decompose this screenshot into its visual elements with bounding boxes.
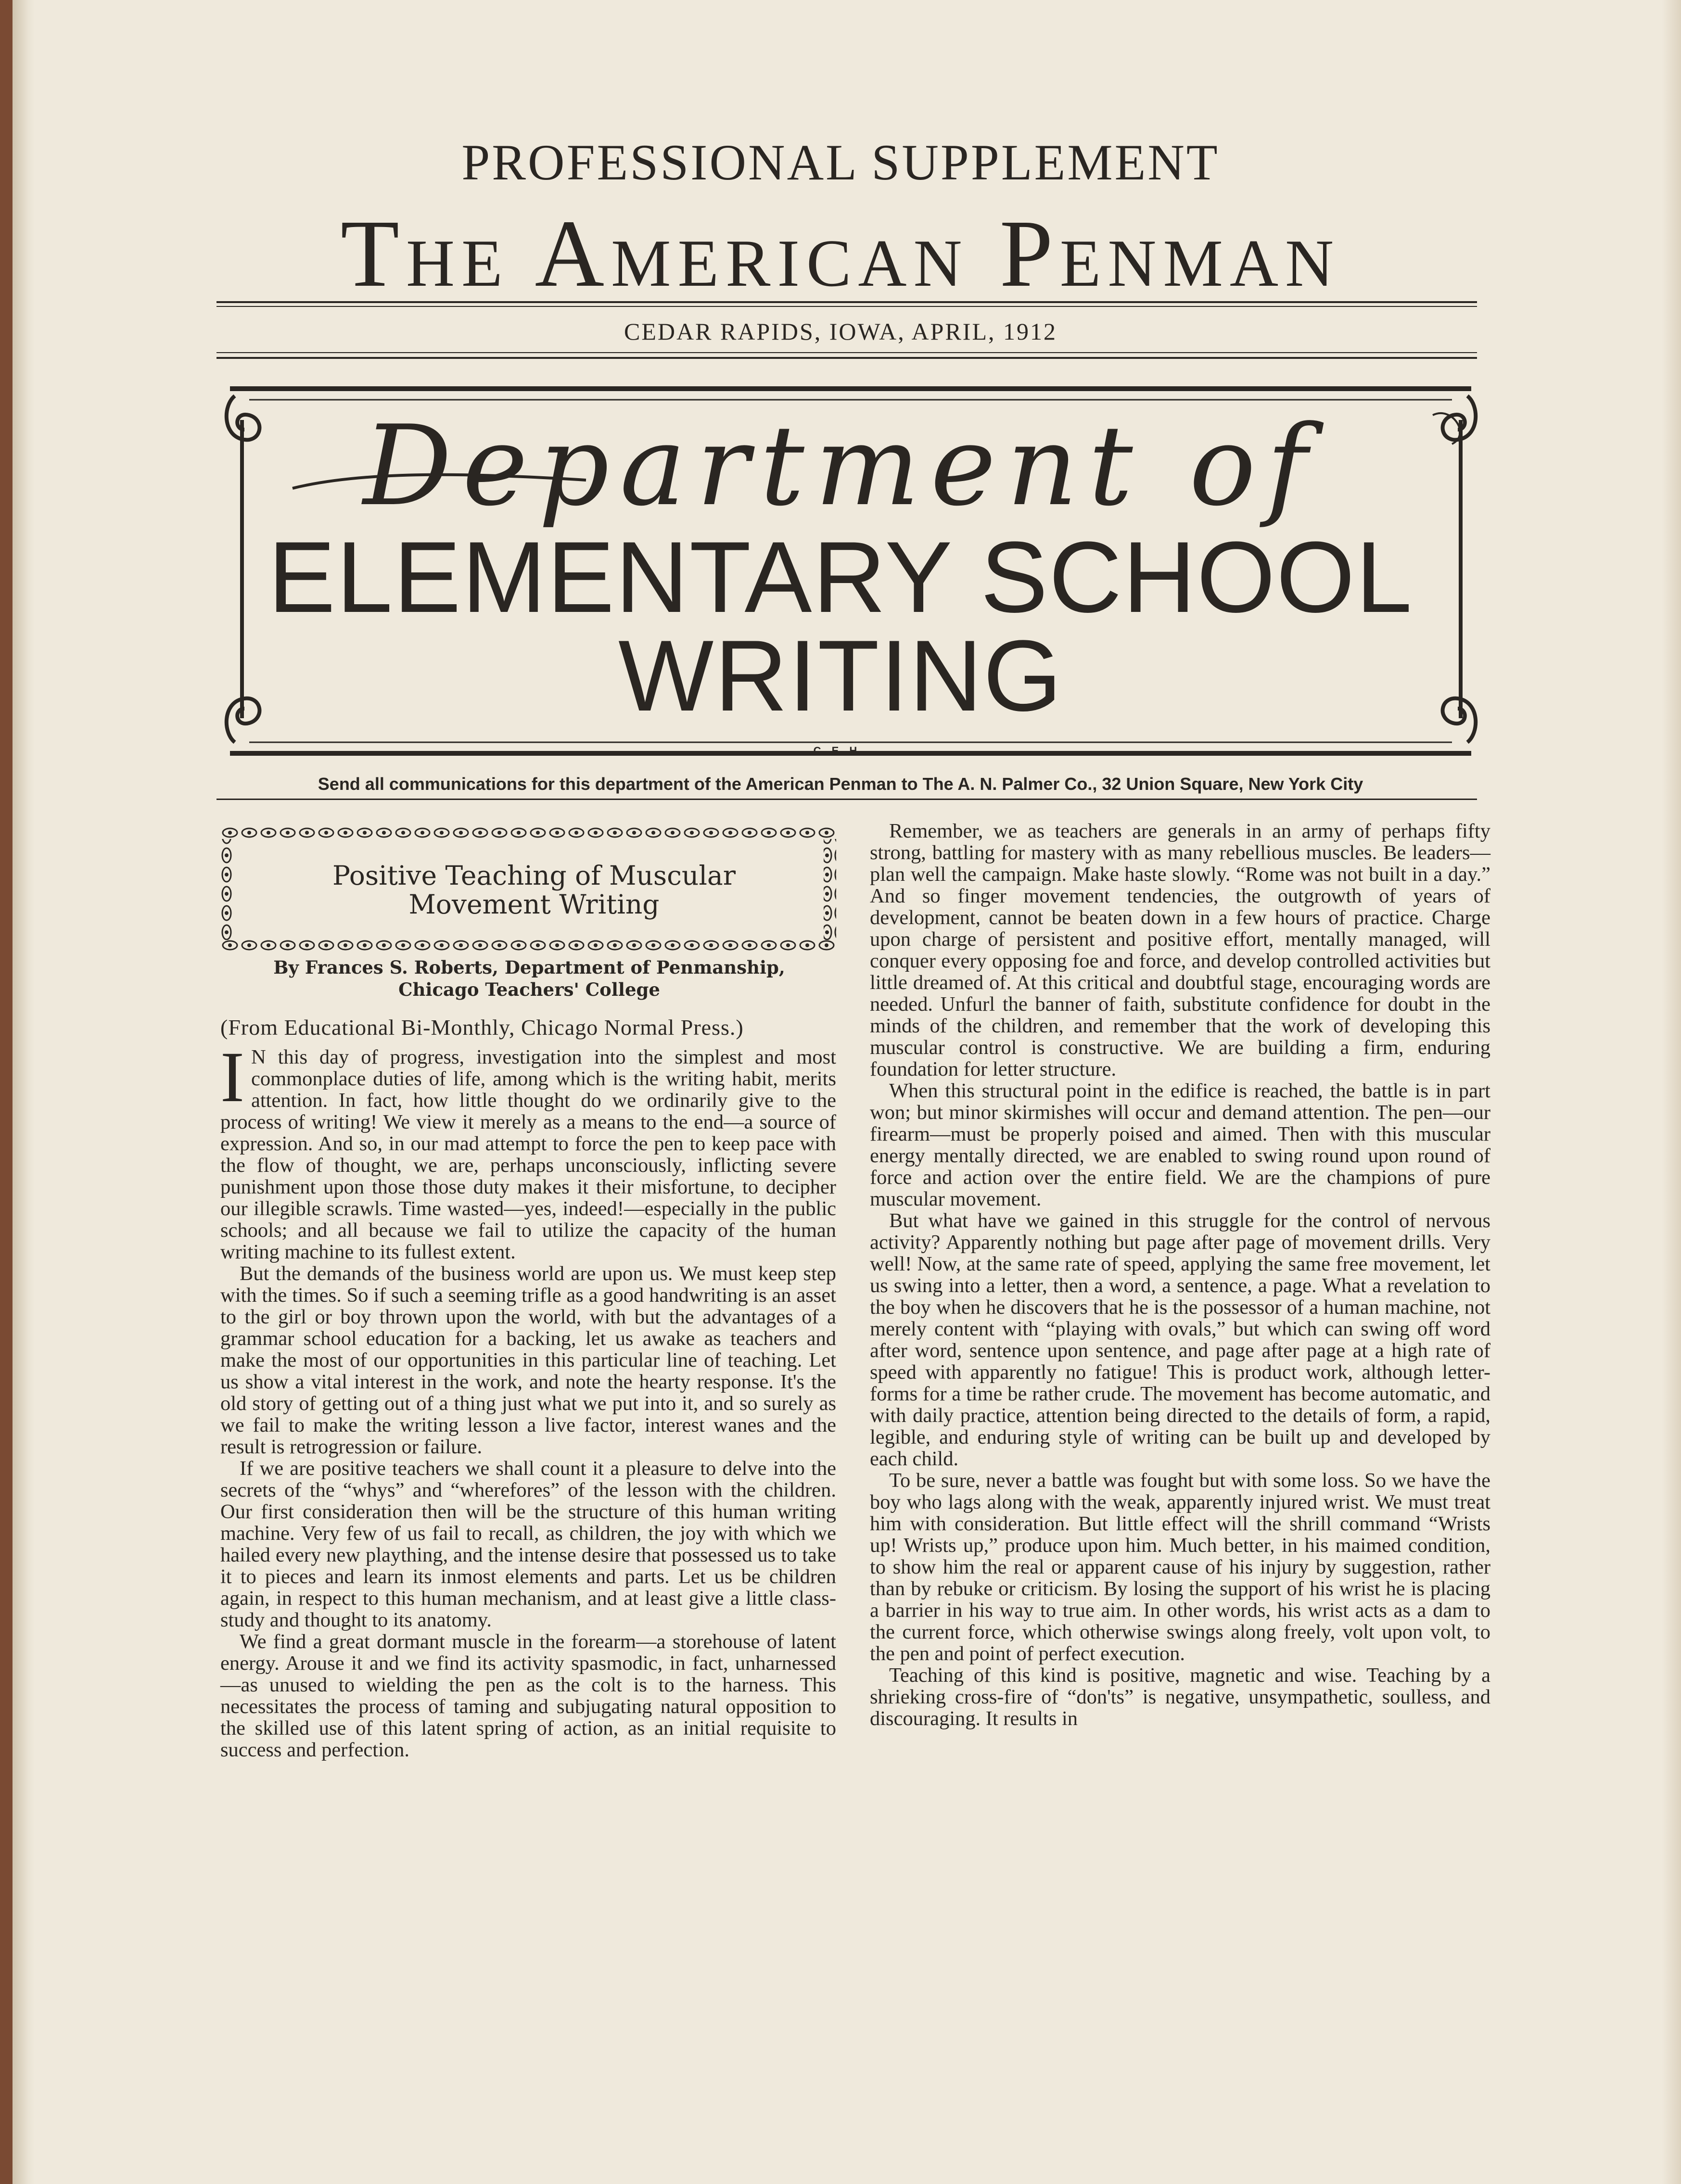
article-source: (From Educational Bi-Monthly, Chicago Normal Press.) — [220, 1015, 744, 1040]
paragraph: But what have we gained in this struggle for the control of nervous activity? Apparently nothing but page after page of movement drills. Very well! Now, at the same rate of speed, applying the same free movement, let us swing into a letter, then a word, a sentence, a page. What a revelation to the boy when he discovers that he is the possessor of a human machine, not merely content with “playing with ovals,” but which can swing off word after word, sentence upon sentence, and page after page at a high rate of speed with apparently no fatigue! This is product work, although letter-forms for a time be rather crude. The movement has become automatic, and with daily practice, attention being directed to the details of form, a rapid, legible, and enduring style of writing can be built up and developed by each child. — [870, 1209, 1490, 1470]
department-title-line-1: ELEMENTARY SCHOOL — [268, 521, 1413, 634]
dateline-rule — [216, 352, 1477, 353]
left-column — [220, 1037, 836, 1761]
article-byline — [226, 956, 832, 1001]
dateline-rule-thick — [216, 357, 1477, 359]
paragraph: When this structural point in the edifice is reached, the battle is in part won; but minor skirmishes will occur and demand attention. The pen—our firearm—must be properly poised and aimed. Then with this muscular energy mentally directed, we are enabled to swing round upon round of force and action over the entire field. We are the champions of pure muscular movement. — [870, 1079, 1490, 1210]
article-title: Positive Teaching of Muscular Movement Writing — [332, 860, 736, 920]
paragraph: If we are positive teachers we shall count it a pleasure to delve into the secrets of the “whys” and “wherefores” of the lesson with the children. Our first consideration then will be the structure of this human writing machine. Very few of us fail to recall, as children, the joy with which we hailed every new plaything, and the intense desire that possessed us to take it to pieces and learn its inmost elements and parts. Let us be children again, in respect to this human mechanism, and at least give a little class-study and thought to its anatomy. — [220, 1457, 836, 1631]
paragraph: Teaching of this kind is positive, magnetic and wise. Teaching by a shrieking cross-fire of “don'ts” is negative, unsympathetic, soulless, and discouraging. It results in — [870, 1664, 1490, 1730]
department-title-line-2: WRITING — [618, 619, 1063, 732]
masthead-title: The American Penman — [340, 201, 1341, 307]
masthead-rule-thin — [216, 306, 1477, 307]
send-communications-line: Send all communications for this department of the American Penman to The A. N. Palmer Co., 32 Union Square, New York City — [318, 774, 1363, 794]
byline-line-1: By Frances S. Roberts, Department of Penmanship, — [273, 957, 785, 978]
paragraph: To be sure, never a battle was fought but with some loss. So we have the boy who lags along with the weak, apparently injured wrist. We must treat him with consideration. But little effect will the shrill command “Wrists up! Wrists up,” produce upon him. Much better, in his maimed condition, to show him the real or apparent cause of his injury by suggestion, rather than by rebuke or criticism. By losing the support of his wrist he is placing a barrier in his way to true aim. In other words, his wrist acts as a dam to the current force, which otherwise swings along freely, volt upon volt, to the pen and point of perfect execution. — [870, 1469, 1490, 1665]
department-script-heading: Department of — [363, 402, 1318, 531]
masthead-rule — [216, 301, 1477, 303]
send-line-rule — [216, 799, 1477, 800]
byline-line-2: Chicago Teachers' College — [398, 979, 660, 1000]
paragraph — [220, 1037, 836, 1263]
paragraph: But the demands of the business world are upon us. We must keep step with the times. So if such a seeming trifle as a good handwriting is an asset to the girl or boy thrown upon the world, with but the advantages of a grammar school education for a backing, let us awake as teachers and make the most of our opportunities in this particular line of teaching. Let us show a vital interest in the work, and note the hearty response. It's the old story of getting out of a thing just what we put into it, and so surely as we fail to make the writing lesson a live factor, interest wanes and the result is retrogression or failure. — [220, 1262, 836, 1458]
supplement-heading: PROFESSIONAL SUPPLEMENT — [461, 134, 1220, 190]
drop-cap: I — [220, 1037, 244, 1117]
paragraph: Remember, we as teachers are generals in an army of perhaps fifty strong, battling for mastery with as many rebellious muscles. Be leaders—plan well the campaign. Make haste slowly. “Rome was not built in a day.” And so finger movement tendencies, the outgrowth of years of development, cannot be beaten down in a few hours of practice. Charge upon charge of persistent and positive effort, mentally managed, will conquer every opposing foe and force, and develop controlled activities but little dreamed of. At this critical and doubtful stage, encouraging words are needed. Unfurl the banner of faith, substitute confidence for doubt in the minds of the children, and remember that the work of developing this muscular control is constructive. We are building a firm, enduring foundation for letter structure. — [870, 820, 1490, 1080]
dateline: CEDAR RAPIDS, IOWA, APRIL, 1912 — [624, 318, 1057, 345]
paragraph: We find a great dormant muscle in the forearm—a storehouse of latent energy. Arouse it and we find its activity spasmodic, in fact, unharnessed—as unused to wielding the pen as the colt is to the harness. This necessitates the process of taming and subjugating natural opposition to the skilled use of this latent spring of action, as an initial requisite to success and perfection. — [220, 1630, 836, 1761]
right-column — [870, 820, 1490, 1729]
engraver-initials: C.E.H. — [813, 745, 868, 757]
paragraph-text: N this day of progress, investigation into the simplest and most commonplace duties of life, among which is the writing habit, merits attention. In fact, how little thought do we ordinarily give to the process of writing! We view it merely as a means to the end—a source of expression. And so, in our mad attempt to force the pen to keep pace with the flow of thought, we are, perhaps unconsciously, inflicting severe punishment upon those those duty makes it their misfortune, to decipher our illegible scrawls. Time wasted—yes, indeed!—especially in the public schools; and all because we fail to utilize the capacity of the human writing machine to its fullest extent. — [220, 1046, 836, 1263]
